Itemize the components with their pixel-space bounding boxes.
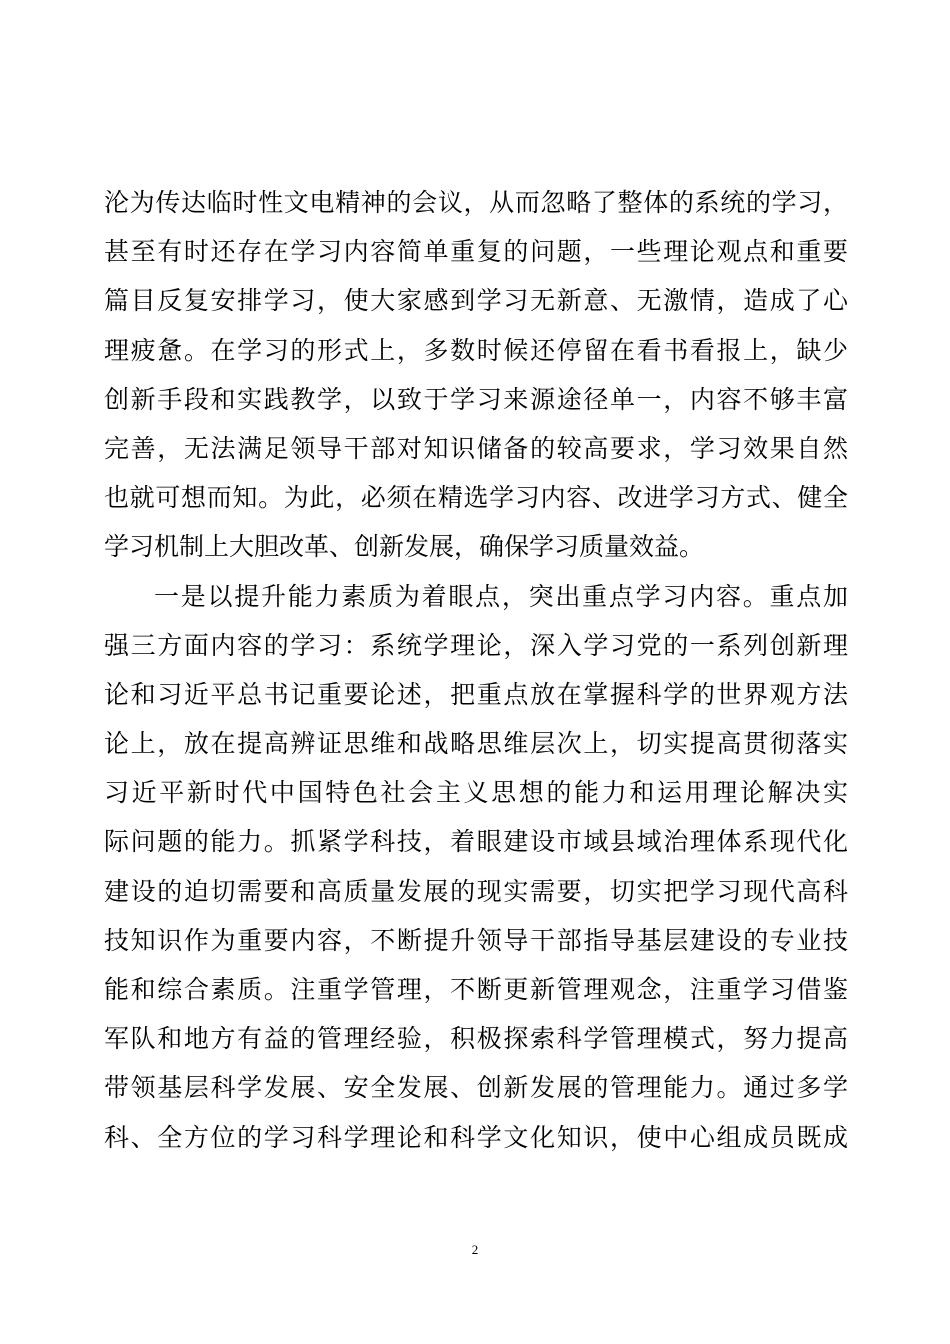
text-line: 也就可想而知。为此，必须在精选学习内容、改进学习方式、健全	[104, 483, 848, 513]
text-line: 能和综合素质。注重学管理，不断更新管理观念，注重学习借鉴	[104, 975, 848, 1004]
page-number: 2	[471, 1242, 479, 1257]
text-line: 创新手段和实践教学，以致于学习来源途径单一，内容不够丰富	[104, 384, 848, 414]
text-line: 篇目反复安排学习，使大家感到学习无新意、无激情，造成了心	[104, 286, 848, 316]
text-line: 科、全方位的学习科学理论和科学文化知识，使中心组成员既成	[104, 1122, 848, 1152]
text-line: 甚至有时还存在学习内容简单重复的问题，一些理论观点和重要	[104, 237, 848, 267]
text-line: 强三方面内容的学习：系统学理论，深入学习党的一系列创新理	[104, 630, 848, 660]
text-line: 际问题的能力。抓紧学科技，着眼建设市域县域治理体系现代化	[104, 827, 848, 857]
paragraph-first-line: 一是以提升能力素质为着眼点，突出重点学习内容。重点加	[154, 581, 848, 611]
text-line: 学习机制上大胆改革、创新发展，确保学习质量效益。	[104, 532, 705, 562]
text-line: 技知识作为重要内容，不断提升领导干部指导基层建设的专业技	[104, 925, 848, 955]
body-text	[104, 178, 848, 1162]
text-line: 理疲惫。在学习的形式上，多数时候还停留在看书看报上，缺少	[104, 335, 848, 365]
text-line: 论和习近平总书记重要论述，把重点放在掌握科学的世界观方法	[104, 679, 848, 709]
text-line: 建设的迫切需要和高质量发展的现实需要，切实把学习现代高科	[104, 876, 848, 906]
text-line: 带领基层科学发展、安全发展、创新发展的管理能力。通过多学	[104, 1073, 848, 1103]
text-line: 完善，无法满足领导干部对知识储备的较高要求，学习效果自然	[104, 433, 848, 463]
text-line: 军队和地方有益的管理经验，积极探索科学管理模式，努力提高	[104, 1024, 848, 1054]
text-line: 习近平新时代中国特色社会主义思想的能力和运用理论解决实	[104, 778, 848, 808]
text-line: 论上，放在提高辨证思维和战略思维层次上，切实提高贯彻落实	[104, 729, 848, 759]
text-line: 沦为传达临时性文电精神的会议，从而忽略了整体的系统的学习，	[104, 188, 848, 217]
